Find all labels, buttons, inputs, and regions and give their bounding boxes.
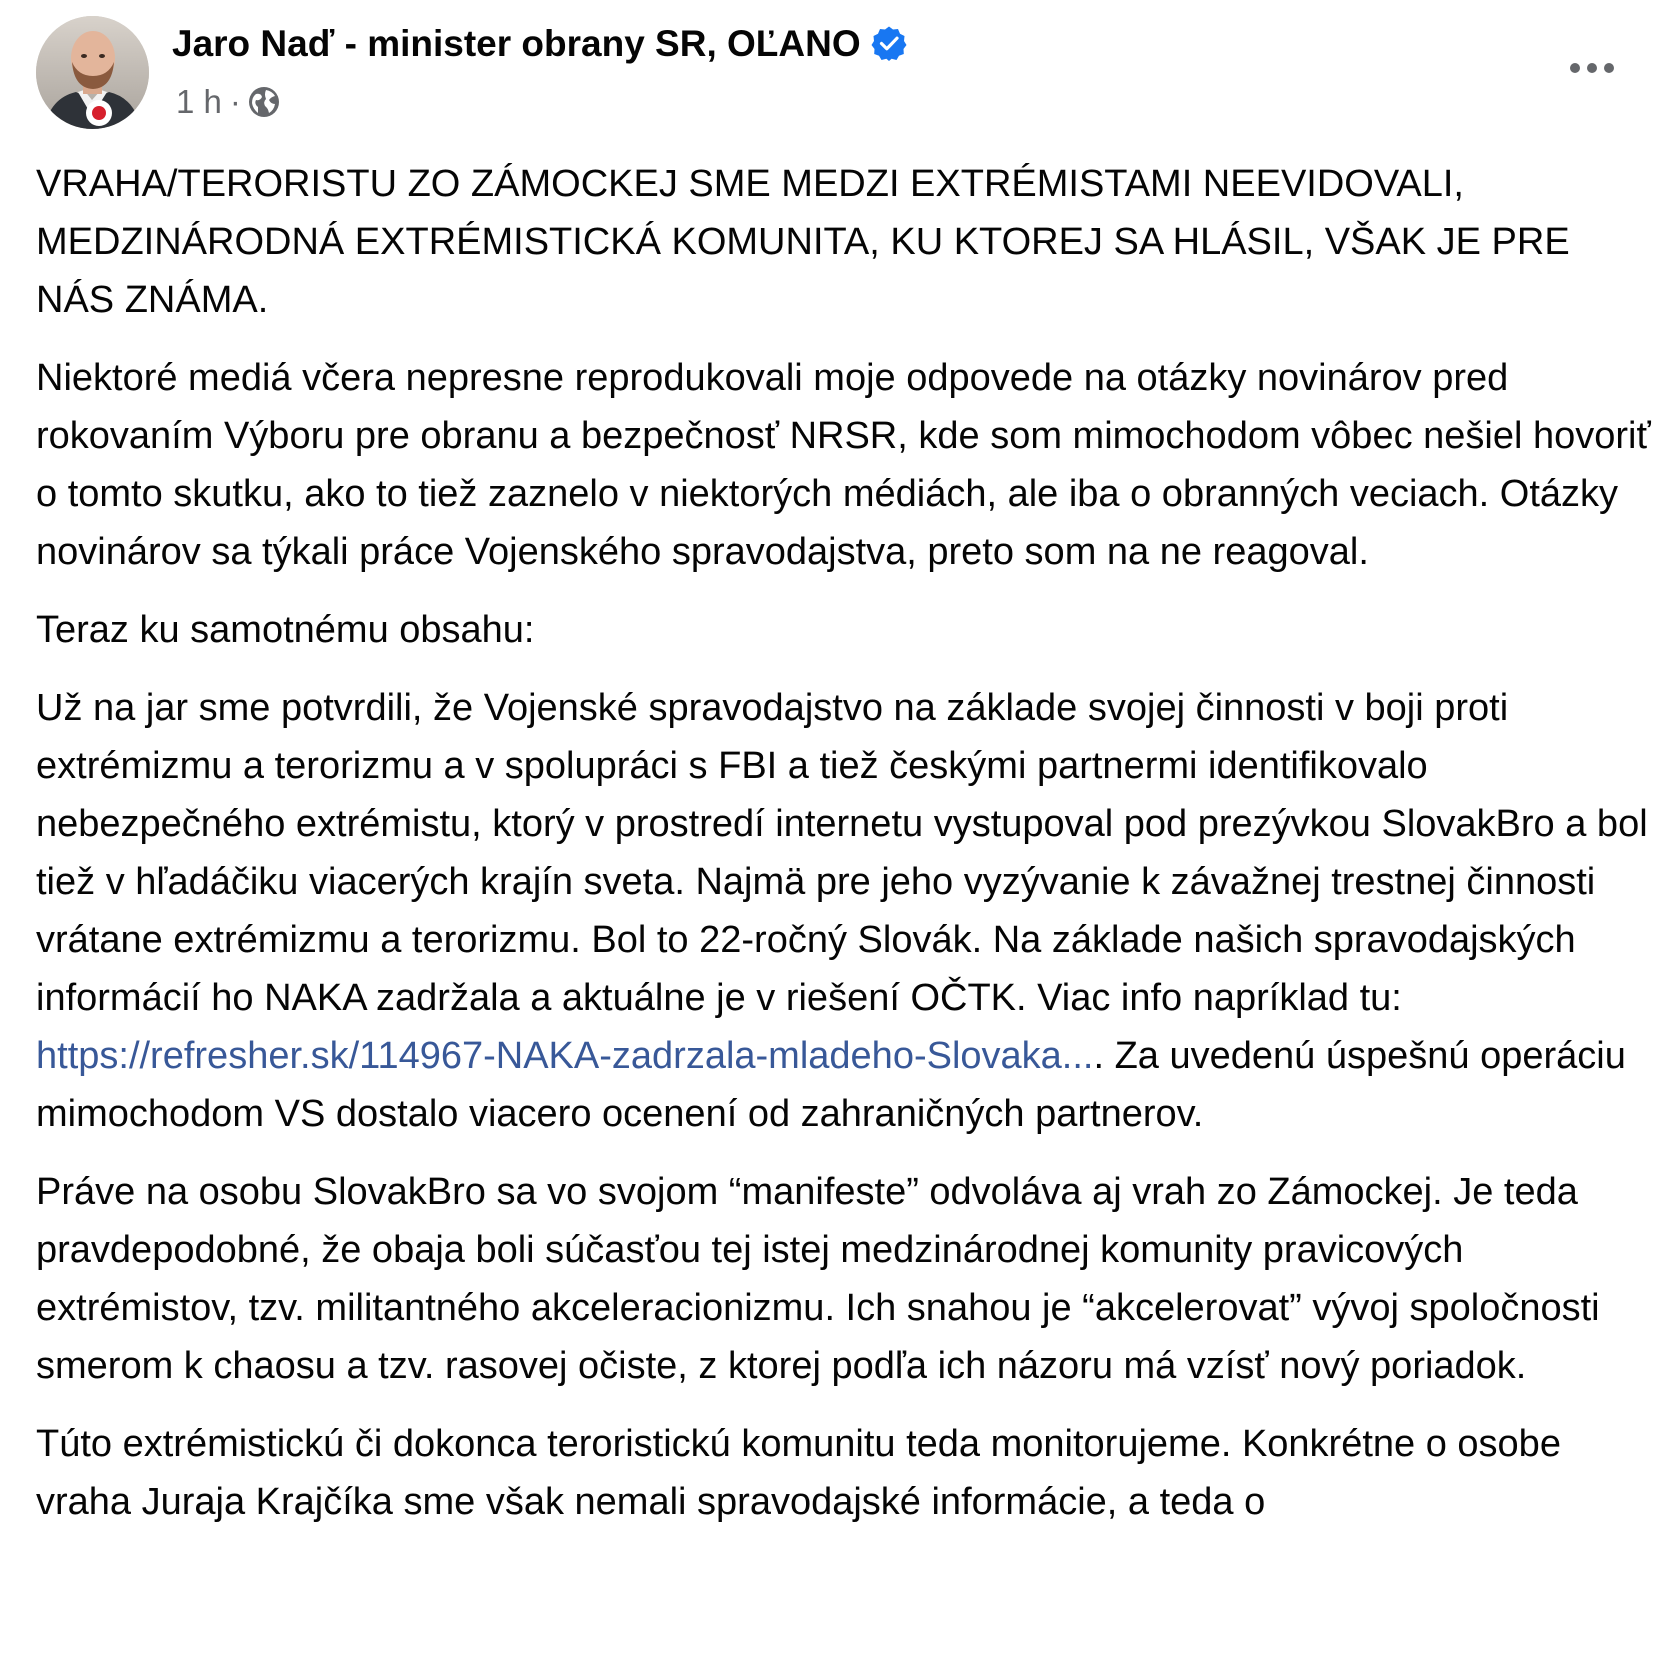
post-paragraph: Túto extrémistickú či dokonca teroristickú komunitu teda monitorujeme. Konkrétne o osobe vraha Juraja Krajčíka sme však nemali spravodajské informácie, a teda o xyxy=(36,1423,1561,1523)
post-paragraph: Teraz ku samotnému obsahu: xyxy=(36,609,535,651)
author-avatar[interactable] xyxy=(36,16,149,129)
post-paragraph-with-link xyxy=(36,679,1651,1143)
post-paragraph: Práve na osobu SlovakBro sa vo svojom “manifeste” odvoláva aj vrah zo Zámockej. Je teda pravdepodobné, že obaja boli súčasťou tej istej medzinárodnej komunity pravicových extrémistov, tzv. militantného akceleracionizmu. Ich snahou je “akcelerovat” vývoj spoločnosti smerom k chaosu a tzv. rasovej očiste, z ktorej podľa ich názoru má vzísť nový poriadok. xyxy=(36,1171,1600,1387)
more-dots-icon xyxy=(1568,61,1616,75)
post-body xyxy=(36,155,1651,1551)
post-header xyxy=(0,0,1680,140)
verified-badge-icon xyxy=(871,25,907,61)
meta-separator: · xyxy=(229,83,241,120)
globe-icon[interactable] xyxy=(247,85,281,119)
paragraph-text: . Za uvedenú úspešnú operáciu mimochodom VS dostalo viacero ocenení od zahraničných partnerov. xyxy=(36,1035,1626,1135)
post-paragraph: Niektoré mediá včera nepresne reprodukovali moje odpovede na otázky novinárov pred rokovaním Výboru pre obranu a bezpečnosť NRSR, kde som mimochodom vôbec nešiel hovoriť o tomto skutku, ako to tiež zaznelo v niektorých médiách, ale iba o obranných veciach. Otázky novinárov sa týkali práce Vojenského spravodajstva, preto som na ne reagoval. xyxy=(36,357,1651,573)
author-name[interactable] xyxy=(172,20,907,68)
more-options-button[interactable] xyxy=(1560,42,1624,94)
post-timestamp[interactable]: 1 h xyxy=(176,83,222,120)
avatar-photo xyxy=(36,16,149,129)
post-headline: VRAHA/TERORISTU ZO ZÁMOCKEJ SME MEDZI EXTRÉMISTAMI NEEVIDOVALI, MEDZINÁRODNÁ EXTRÉMISTICKÁ KOMUNITA, KU KTOREJ SA HLÁSIL, VŠAK JE PRE NÁS ZNÁMA. xyxy=(36,163,1570,321)
post-meta xyxy=(176,80,281,124)
paragraph-text: Už na jar sme potvrdili, že Vojenské spravodajstvo na základe svojej činnosti v boji proti extrémizmu a terorizmu a v spolupráci s FBI a tiež českými partnermi identifikovalo nebezpečného extrémistu, ktorý v prostredí internetu vystupoval pod prezývkou SlovakBro a bol tiež v hľadáčiku viacerých krajín sveta. Najmä pre jeho vyzývanie k závažnej trestnej činnosti vrátane extrémizmu a terorizmu. Bol to 22-ročný Slovák. Na základe našich spravodajských informácií ho NAKA zadržala a aktuálne je v riešení OČTK. Viac info napríklad tu: xyxy=(36,687,1648,1019)
author-name-text[interactable]: Jaro Naď - minister obrany SR, OĽANO xyxy=(172,23,861,64)
article-link[interactable]: https://refresher.sk/114967-NAKA-zadrzala-mladeho-Slovaka... xyxy=(36,1035,1094,1077)
